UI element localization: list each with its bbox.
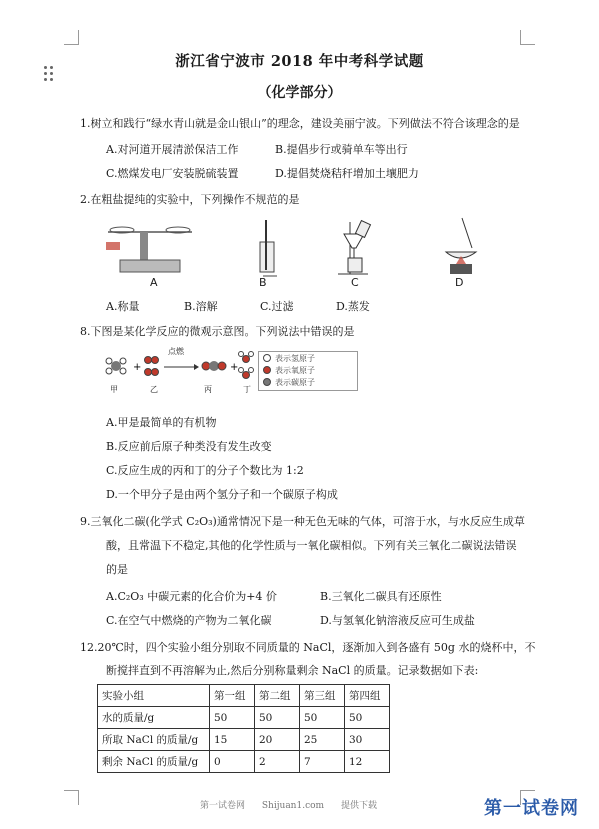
q9-stem-line1: 9.三氧化二碳(化学式 C₂O₃)通常情况下是一种无色无味的气体，可溶于水，与水反应生成草 — [80, 515, 525, 528]
q9-stem-line2: 酸，且常温下不稳定,其他的化学性质与一氧化碳相似。下列有关三氧化二碳说法错误 — [106, 539, 517, 552]
brand-logo: 第一试卷网 — [484, 798, 579, 819]
oxygen-atom-icon — [263, 366, 271, 374]
crop-mark-bottom-left — [64, 790, 79, 805]
balance-icon — [106, 227, 192, 272]
table-header-cell: 第二组 — [255, 685, 300, 707]
fig-label-b: B — [259, 276, 267, 289]
table-cell: 25 — [300, 729, 345, 751]
q1-option-d: D.提倡焚烧秸秆增加土壤肥力 — [275, 167, 419, 180]
filter-funnel-icon — [338, 221, 370, 274]
fig-label-d: D — [455, 276, 464, 289]
molecule-yi-icon — [145, 357, 159, 376]
q8-option-d: D.一个甲分子是由两个氢分子和一个碳原子构成 — [106, 488, 338, 501]
table-cell: 50 — [300, 707, 345, 729]
reaction-condition: 点燃 — [168, 347, 184, 356]
table-cell: 50 — [345, 707, 390, 729]
q12-stem-line1: 12.20℃时，四个实验小组分别取不同质量的 NaCl，逐渐加入到各盛有 50g 水的烧杯中，不 — [80, 641, 536, 654]
nacl-data-table — [97, 684, 390, 773]
label-bing: 丙 — [204, 385, 212, 394]
molecule-bing-icon — [202, 361, 226, 371]
q9-option-b: B.三氧化二碳具有还原性 — [320, 590, 442, 603]
page-footer — [200, 798, 391, 811]
table-cell: 20 — [255, 729, 300, 751]
table-cell: 50 — [255, 707, 300, 729]
table-row — [98, 707, 390, 729]
q2-option-d: D.蒸发 — [336, 300, 370, 313]
legend-oxygen: 表示氧原子 — [259, 364, 357, 376]
beaker-icon — [260, 220, 277, 276]
evaporating-dish-icon — [446, 218, 476, 274]
table-cell: 30 — [345, 729, 390, 751]
table-cell: 12 — [345, 751, 390, 773]
q2-option-b: B.溶解 — [184, 300, 218, 313]
carbon-atom-icon — [263, 378, 271, 386]
q8-option-c: C.反应生成的丙和丁的分子个数比为 1:2 — [106, 464, 304, 477]
table-header-cell: 第三组 — [300, 685, 345, 707]
table-header-cell: 第四组 — [345, 685, 390, 707]
atom-legend — [258, 351, 358, 391]
label-jia: 甲 — [110, 385, 118, 394]
svg-text:+: + — [133, 362, 142, 373]
table-header-row — [98, 685, 390, 707]
q8-option-b: B.反应前后原子种类没有发生改变 — [106, 440, 272, 453]
label-yi: 乙 — [150, 385, 158, 394]
table-cell: 15 — [210, 729, 255, 751]
q1-option-a: A.对河道开展清淤保洁工作 — [106, 143, 239, 156]
q2-option-c: C.过滤 — [260, 300, 294, 313]
q1-option-b: B.提倡步行或骑单车等出行 — [275, 143, 408, 156]
crop-mark-top-left — [64, 30, 79, 45]
hydrogen-atom-icon — [263, 354, 271, 362]
footer-url[interactable]: Shijuan1.com — [261, 801, 325, 811]
q8-stem: 8.下图是某化学反应的微观示意图。下列说法中错误的是 — [80, 325, 355, 338]
table-header-cell: 实验小组 — [98, 685, 210, 707]
q2-apparatus-figure — [100, 212, 490, 292]
q9-stem-line3: 的是 — [106, 563, 128, 576]
table-cell: 水的质量/g — [98, 707, 210, 729]
legend-hydrogen: 表示氢原子 — [259, 352, 357, 364]
table-cell: 50 — [210, 707, 255, 729]
table-cell: 0 — [210, 751, 255, 773]
table-cell: 所取 NaCl 的质量/g — [98, 729, 210, 751]
q8-option-a: A.甲是最简单的有机物 — [106, 416, 217, 429]
table-row — [98, 729, 390, 751]
footer-note: 提供下载 — [340, 801, 377, 811]
page-title: 浙江省宁波市 2018 年中考科学试题 — [175, 53, 424, 70]
molecule-ding-icon — [239, 352, 254, 379]
q9-option-c: C.在空气中燃烧的产物为二氧化碳 — [106, 614, 272, 627]
q12-stem-line2: 断搅拌直到不再溶解为止,然后分别称量剩余 NaCl 的质量。记录数据如下表: — [106, 664, 479, 677]
fig-label-c: C — [351, 276, 359, 289]
molecule-jia-icon — [106, 358, 126, 374]
legend-carbon: 表示碳原子 — [259, 376, 357, 388]
table-header-cell: 第一组 — [210, 685, 255, 707]
table-row — [98, 751, 390, 773]
table-cell: 7 — [300, 751, 345, 773]
fig-label-a: A — [150, 276, 158, 289]
crop-mark-top-right — [520, 30, 535, 45]
q1-stem: 1.树立和践行“绿水青山就是金山银山”的理念，建设美丽宁波。下列做法不符合该理念的是 — [80, 117, 520, 130]
q9-option-d: D.与氢氧化钠溶液反应可生成盐 — [320, 614, 475, 627]
label-ding: 丁 — [243, 385, 251, 394]
footer-site: 第一试卷网 — [200, 801, 246, 811]
q2-option-a: A.称量 — [106, 300, 140, 313]
q9-option-a: A.C₂O₃ 中碳元素的化合价为+4 价 — [106, 590, 277, 603]
page-subtitle: （化学部分） — [257, 85, 342, 101]
q1-option-c: C.燃煤发电厂安装脱硫装置 — [106, 167, 239, 180]
table-cell: 2 — [255, 751, 300, 773]
table-cell: 剩余 NaCl 的质量/g — [98, 751, 210, 773]
svg-text:+: + — [230, 362, 239, 373]
q2-stem: 2.在粗盐提纯的实验中，下列操作不规范的是 — [80, 193, 300, 206]
